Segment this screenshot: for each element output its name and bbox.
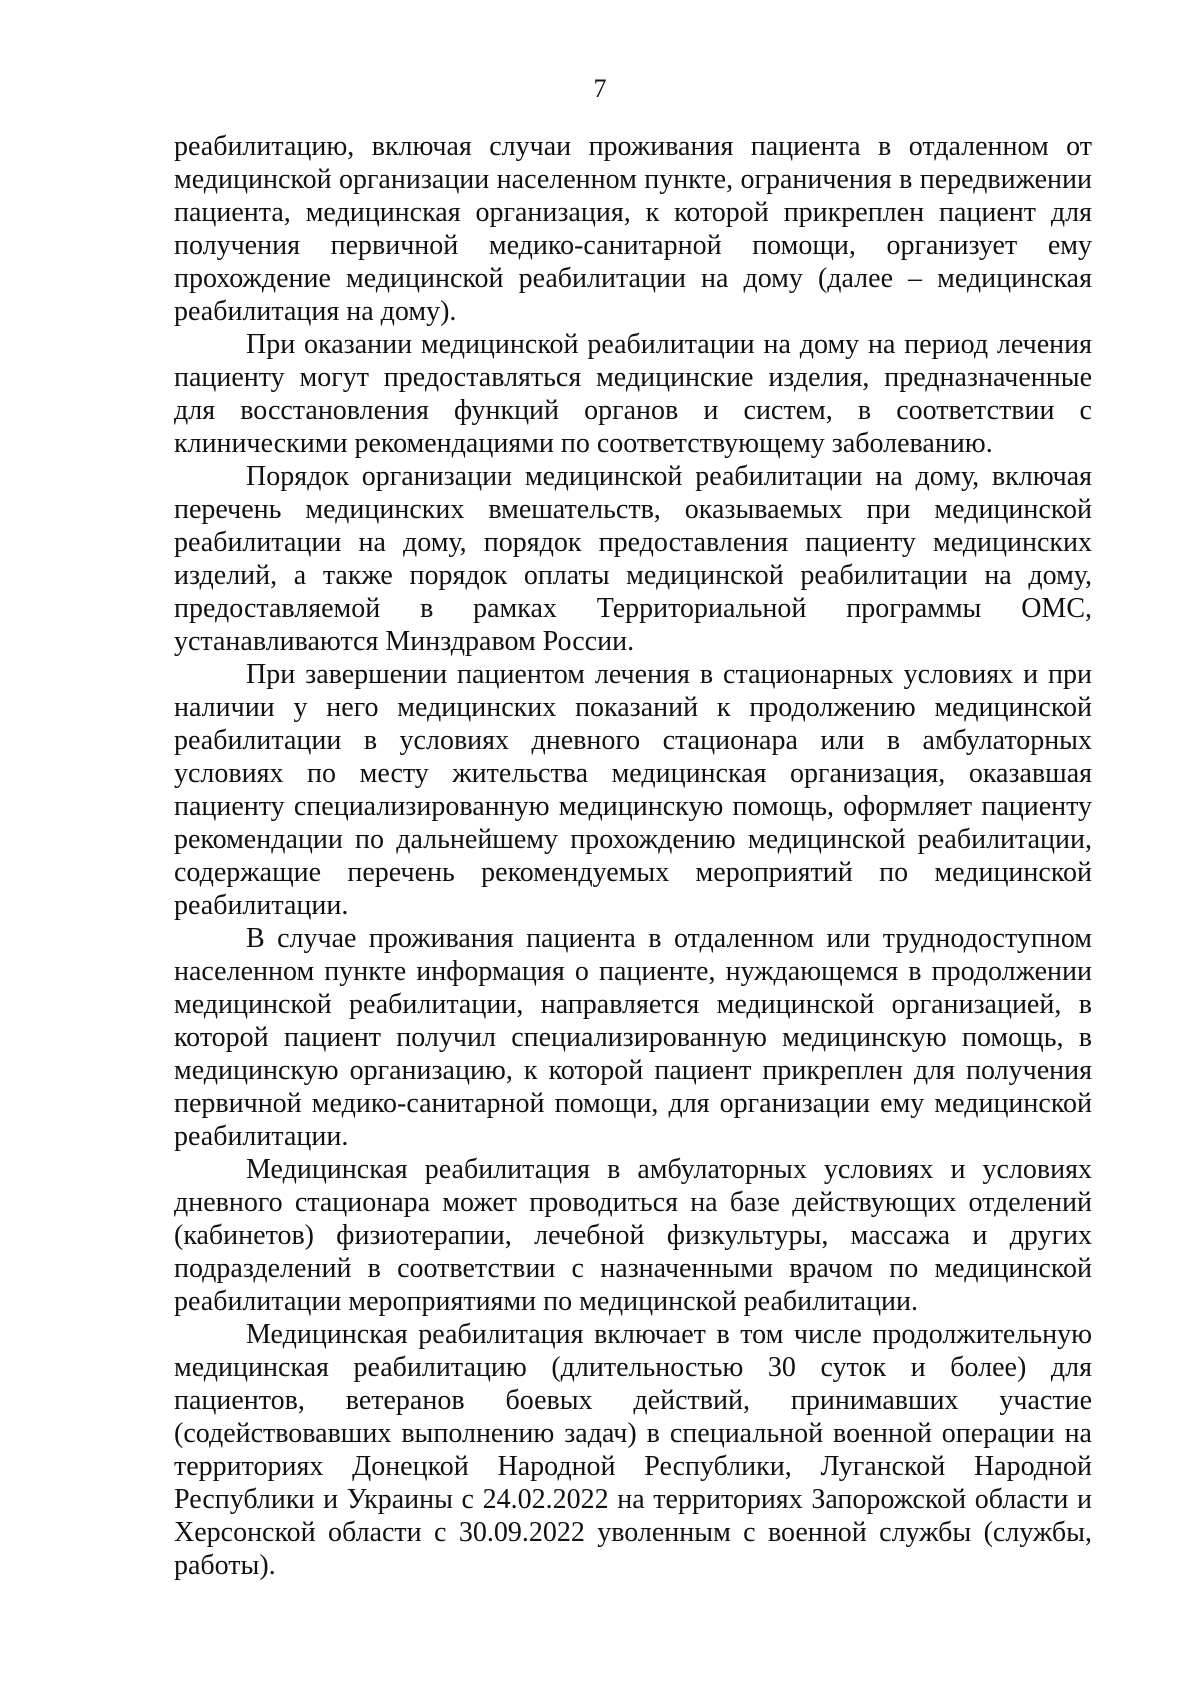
paragraph-continuation: реабилитацию, включая случаи проживания пациента в отдаленном от медицинской организации населенном пункте, ограничения в передвижении пациента, медицинская организация, к которой прикреплен пациент для получения первичной медико-санитарной помощи, организует ему прохождение медицинской реабилитации на дому (далее – медицинская реабилитация на дому). [174, 131, 1092, 327]
paragraph-discharge-recommendations: При завершении пациентом лечения в стационарных условиях и при наличии у него медицинских показаний к продолжению медицинской реабилитации в условиях дневного стационара или в амбулаторных условиях по месту жительства медицинская организация, оказавшая пациенту специализированную медицинскую помощь, оформляет пациенту рекомендации по дальнейшему прохождению медицинской реабилитации, содержащие перечень рекомендуемых мероприятий по медицинской реабилитации. [174, 659, 1092, 921]
paragraph-medical-devices: При оказании медицинской реабилитации на дому на период лечения пациенту могут предоставляться медицинские изделия, предназначенные для восстановления функций органов и систем, в соответствии с клиническими рекомендациями по соответствующему заболеванию. [174, 329, 1092, 459]
paragraph-outpatient-rehab: Медицинская реабилитация в амбулаторных условиях и условиях дневного стационара может проводиться на базе действующих отделений (кабинетов) физиотерапии, лечебной физкультуры, массажа и других подразделений в соответствии с назначенными врачом по медицинской реабилитации мероприятиями по медицинской реабилитации. [174, 1154, 1092, 1317]
page-number: 7 [593, 74, 607, 103]
paragraph-remote-settlement: В случае проживания пациента в отдаленном или труднодоступном населенном пункте информация о пациенте, нуждающемся в продолжении медицинской реабилитации, направляется медицинской организацией, в которой пациент получил специализированную медицинскую помощь, в медицинскую организацию, к которой пациент прикреплен для получения первичной медико-санитарной помощи, для организации ему медицинской реабилитации. [174, 923, 1092, 1152]
paragraph-home-rehab-procedure: Порядок организации медицинской реабилитации на дому, включая перечень медицинских вмешательств, оказываемых при медицинской реабилитации на дому, порядок предоставления пациенту медицинских изделий, а также порядок оплаты медицинской реабилитации на дому, предоставляемой в рамках Территориальной программы ОМС, устанавливаются Минздравом России. [174, 461, 1092, 657]
document-body [174, 130, 1092, 1582]
paragraph-long-term-rehab: Медицинская реабилитация включает в том числе продолжительную медицинская реабилитацию (длительностью 30 суток и более) для пациентов, ветеранов боевых действий, принимавших участие (содействовавших выполнению задач) в специальной военной операции на территориях Донецкой Народной Республики, Луганской Народной Республики и Украины с 24.02.2022 на территориях Запорожской области и Херсонской области с 30.09.2022 уволенным с военной службы (службы, работы). [174, 1319, 1092, 1581]
